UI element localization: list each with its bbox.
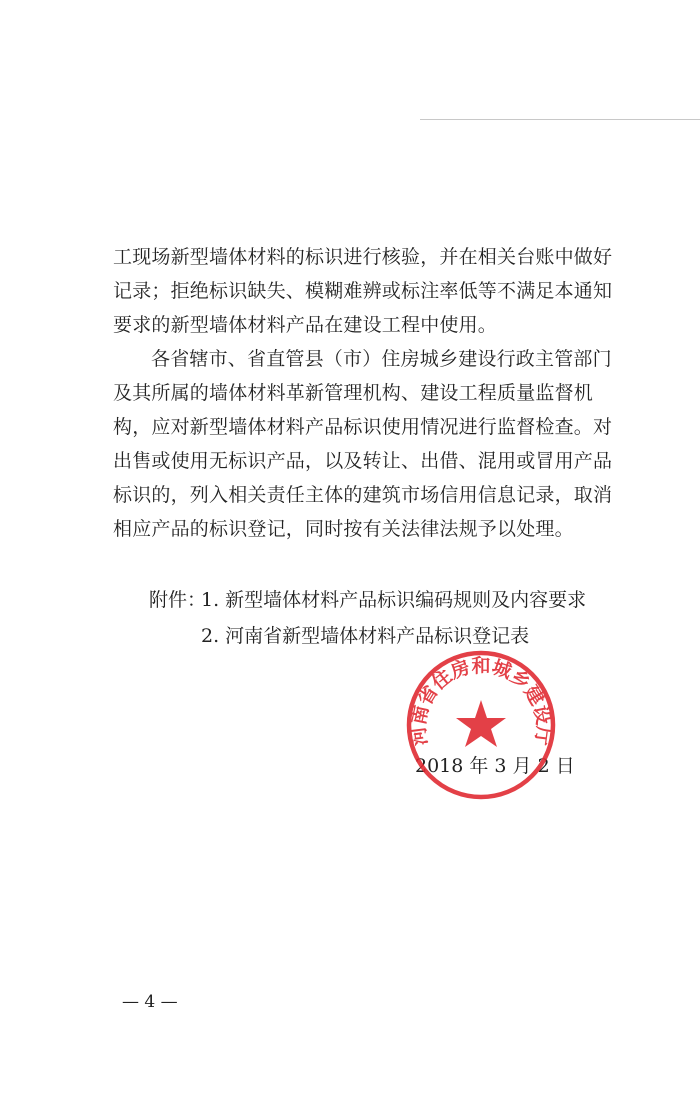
seal-text-path: 河南省住房和城乡建设厅	[407, 655, 555, 747]
attachments-block	[149, 582, 586, 654]
issue-date: 2018 年 3 月 2 日	[415, 755, 575, 777]
seal-star-icon	[456, 700, 506, 747]
official-seal	[404, 648, 558, 802]
attachments-label: 附件：	[149, 589, 207, 611]
document-body	[113, 240, 623, 546]
paragraph-continuation: 工现场新型墙体材料的标识进行核验，并在相关台账中做好记录；拒绝标识缺失、模糊难辨或标注率低等不满足本通知要求的新型墙体材料产品在建设工程中使用。	[113, 246, 613, 336]
paragraph-supervision: 各省辖市、省直管县（市）住房城乡建设行政主管部门及其所属的墙体材料革新管理机构、建设工程质量监督机构，应对新型墙体材料产品标识使用情况进行监督检查。对出售或使用无标识产品，以及转让、出借、混用或冒用产品标识的，列入相关责任主体的建筑市场信用信息记录，取消相应产品的标识登记，同时按有关法律法规予以处理。	[113, 348, 613, 540]
header-rule	[420, 119, 700, 120]
page-number: — 4 —	[122, 992, 178, 1012]
attachment-item-1: 1. 新型墙体材料产品标识编码规则及内容要求	[201, 589, 587, 611]
attachment-item-2: 2. 河南省新型墙体材料产品标识登记表	[201, 625, 530, 647]
attachment-row-1	[149, 582, 586, 618]
